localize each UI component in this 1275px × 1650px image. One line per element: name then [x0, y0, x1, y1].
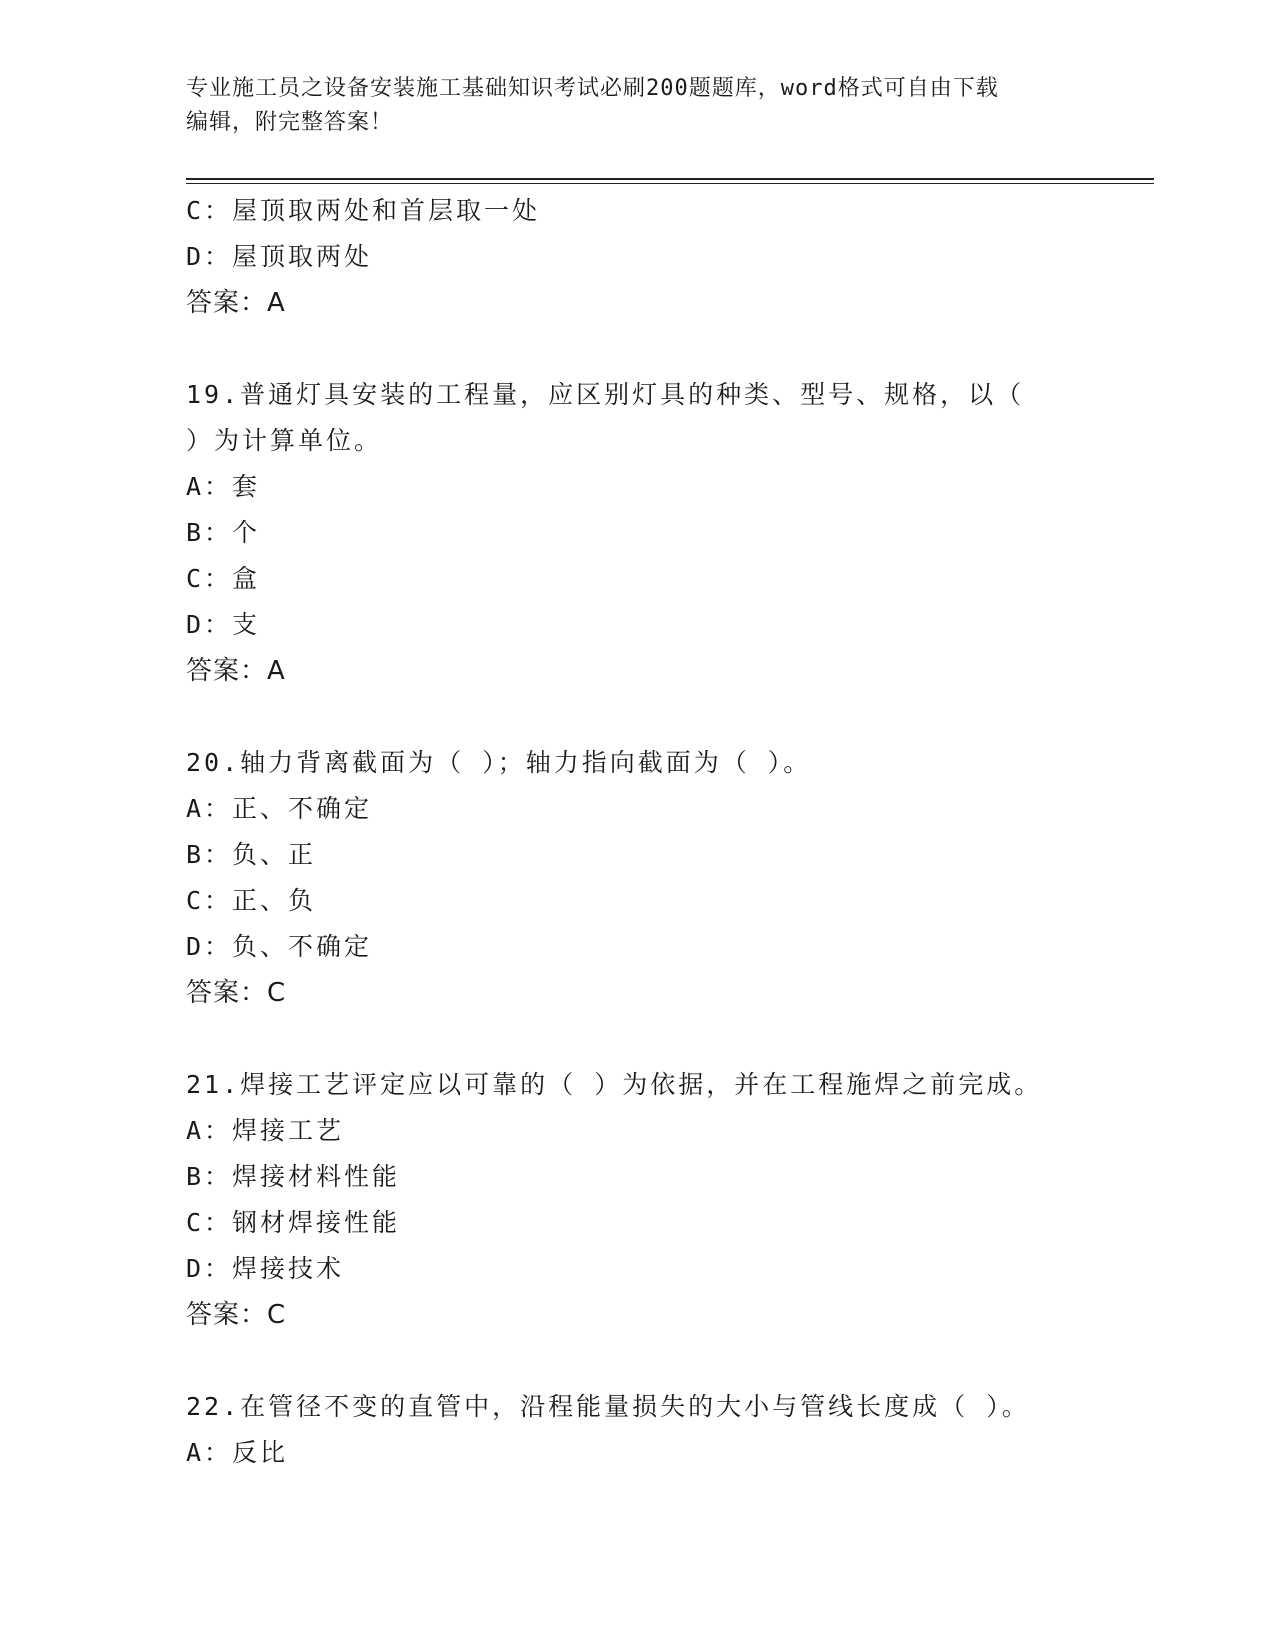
question-text: 21.焊接工艺评定应以可靠的（ ）为依据，并在工程施焊之前完成。: [186, 1070, 1043, 1099]
spacer: [186, 1338, 1154, 1384]
option-c: C：盒: [186, 564, 261, 593]
question-20: [186, 740, 1154, 1016]
option-d: D：支: [186, 610, 261, 639]
question-text: 22.在管径不变的直管中，沿程能量损失的大小与管线长度成（ ）。: [186, 1392, 1030, 1421]
question-19: [186, 372, 1154, 694]
spacer: [186, 694, 1154, 740]
option-c: C：钢材焊接性能: [186, 1208, 401, 1237]
option-c: C：屋顶取两处和首层取一处: [186, 196, 541, 225]
question-text-continued: ）为计算单位。: [186, 426, 383, 455]
spacer: [186, 1016, 1154, 1062]
question-22: [186, 1384, 1154, 1476]
question-list: [186, 188, 1154, 1476]
option-b: B：焊接材料性能: [186, 1162, 401, 1191]
option-b: B：负、正: [186, 840, 317, 869]
option-a: A：反比: [186, 1438, 289, 1467]
option-d: D：屋顶取两处: [186, 242, 373, 271]
header-divider-thin: [186, 183, 1154, 184]
header-divider-thick: [186, 178, 1154, 180]
header-title-line-1: 专业施工员之设备安装施工基础知识考试必刷200题题库，word格式可自由下载: [186, 76, 999, 101]
question-text: 20.轴力背离截面为（ ）；轴力指向截面为（ ）。: [186, 748, 812, 777]
option-b: B：个: [186, 518, 261, 547]
option-d: D：负、不确定: [186, 932, 373, 961]
question-text: 19.普通灯具安装的工程量，应区别灯具的种类、型号、规格，以（: [186, 380, 1025, 409]
answer-line: 答案：A: [186, 656, 286, 686]
question-18-continued: [186, 188, 1154, 326]
spacer: [186, 326, 1154, 372]
option-c: C：正、负: [186, 886, 317, 915]
option-a: A：焊接工艺: [186, 1116, 345, 1145]
answer-line: 答案：C: [186, 978, 287, 1008]
answer-line: 答案：A: [186, 288, 286, 318]
document-header: [186, 72, 1086, 140]
header-title-line-2: 编辑，附完整答案！: [186, 110, 394, 135]
answer-line: 答案：C: [186, 1300, 287, 1330]
question-21: [186, 1062, 1154, 1338]
option-a: A：套: [186, 472, 261, 501]
option-a: A：正、不确定: [186, 794, 373, 823]
option-d: D：焊接技术: [186, 1254, 345, 1283]
